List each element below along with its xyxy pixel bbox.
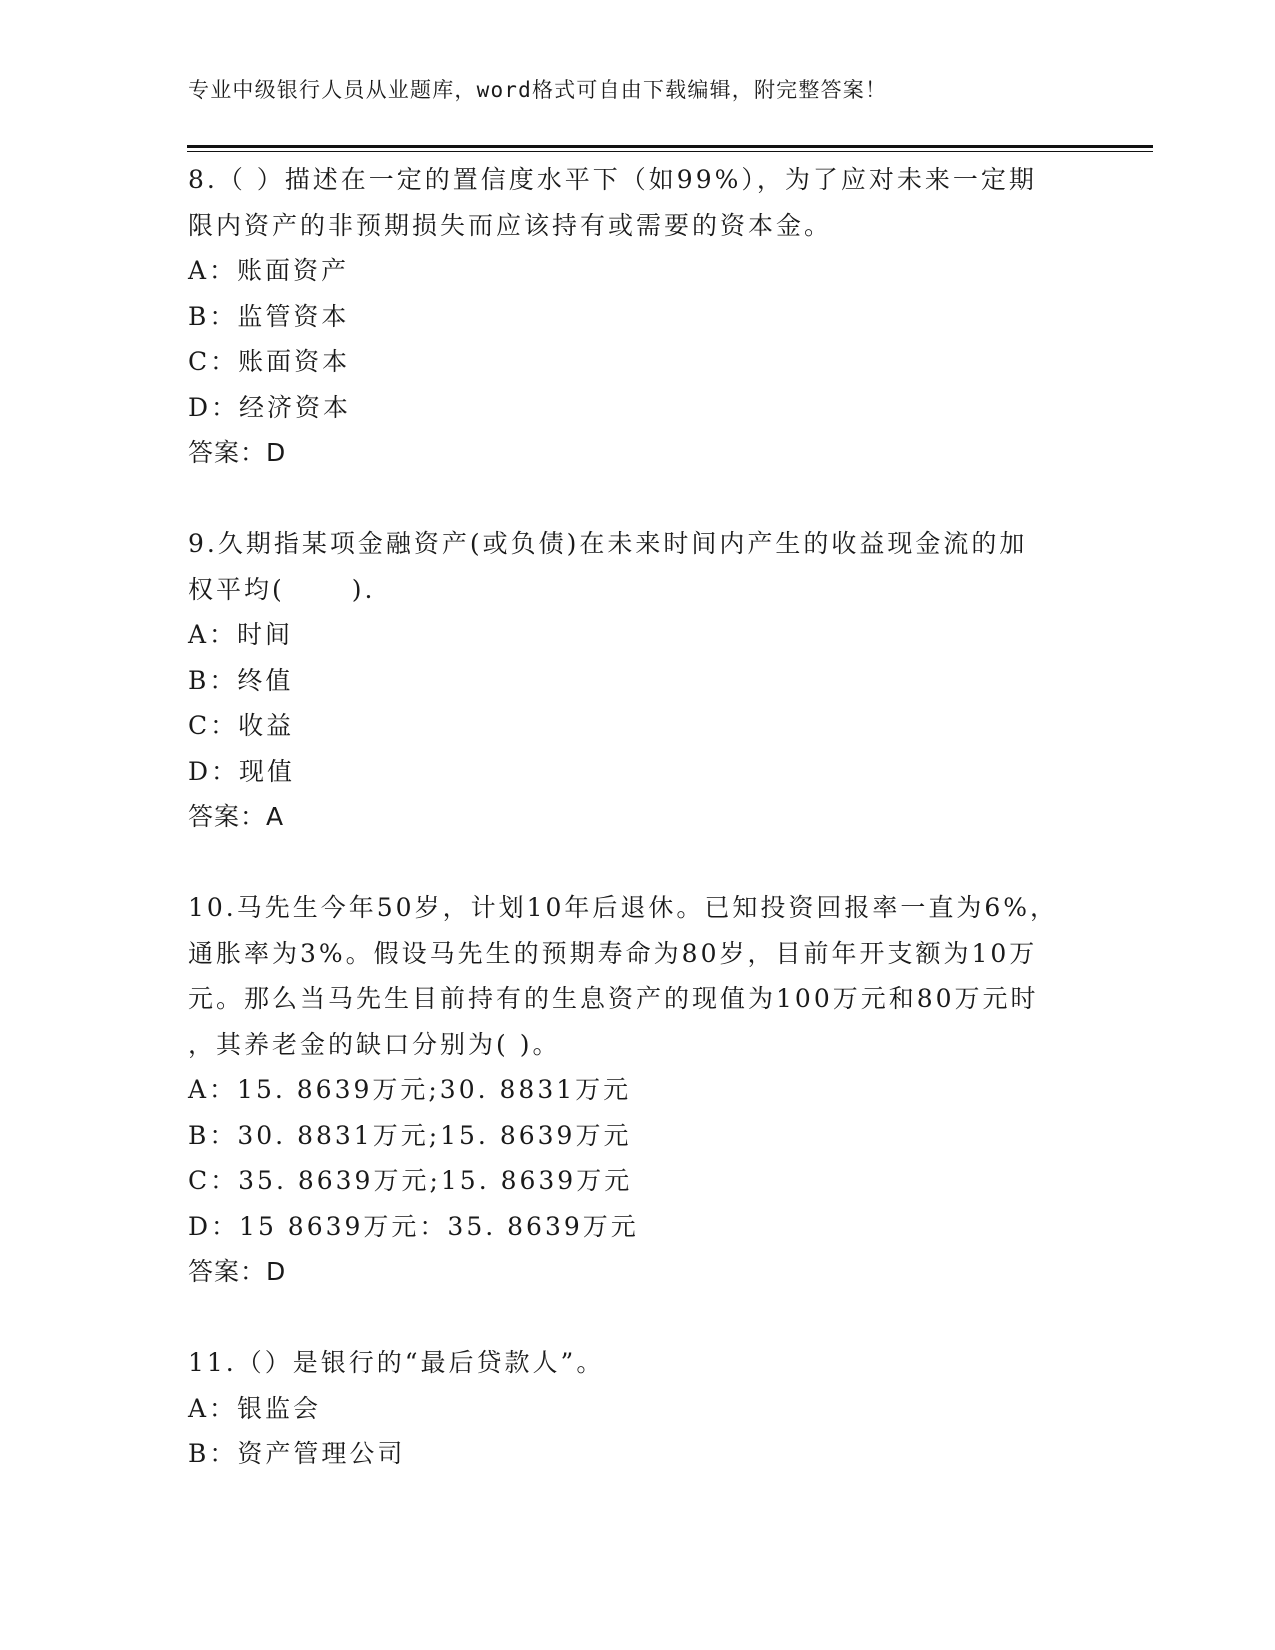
option-a: A：15. 8639万元;30. 8831万元 (188, 1075, 632, 1104)
option-a: A：银监会 (188, 1393, 322, 1423)
question-stem-line: 通胀率为3%。假设马先生的预期寿命为80岁，目前年开支额为10万 (188, 938, 1038, 968)
option-a: A：时间 (188, 620, 294, 649)
header-rule-thick (187, 145, 1153, 148)
question-stem-line: 权平均( ). (188, 574, 376, 604)
option-a: A：账面资产 (188, 256, 350, 285)
question-9 (188, 521, 1088, 840)
question-10 (188, 885, 1088, 1295)
question-8 (188, 157, 1088, 476)
option-c: C：35. 8639万元;15. 8639万元 (188, 1166, 633, 1195)
spacer (188, 476, 1088, 522)
option-b: B：资产管理公司 (188, 1439, 406, 1468)
question-stem-line: 9.久期指某项金融资产(或负债)在未来时间内产生的收益现金流的加 (188, 529, 1028, 558)
question-stem-line: 10.马先生今年50岁，计划10年后退休。已知投资回报率一直为6%， (188, 893, 1059, 922)
question-stem-line: 元。那么当马先生目前持有的生息资产的现值为100万元和80万元时 (188, 984, 1039, 1013)
option-b: B：终值 (188, 665, 294, 695)
option-d: D：15 8639万元：35. 8639万元 (188, 1211, 639, 1241)
option-d: D：现值 (188, 756, 296, 786)
question-stem-line: ，其养老金的缺口分别为( )。 (188, 1029, 561, 1059)
question-stem-line: 11.（）是银行的“最后贷款人”。 (188, 1348, 605, 1377)
spacer (188, 1295, 1088, 1341)
answer: 答案：D (188, 1257, 287, 1286)
header-rule-thin (187, 151, 1153, 152)
question-list (188, 157, 1088, 1477)
option-b: B：监管资本 (188, 301, 350, 331)
question-stem-line: 限内资产的非预期损失而应该持有或需要的资本金。 (188, 210, 833, 240)
answer: 答案：A (188, 802, 285, 831)
page-header: 专业中级银行人员从业题库，word格式可自由下载编辑，附完整答案！ (188, 78, 888, 102)
option-c: C：账面资本 (188, 347, 351, 376)
answer: 答案：D (188, 438, 287, 467)
question-stem-line: 8.（ ）描述在一定的置信度水平下（如99%），为了应对未来一定期 (188, 165, 1037, 194)
spacer (188, 840, 1088, 886)
option-d: D：经济资本 (188, 392, 352, 422)
question-11 (188, 1340, 1088, 1477)
option-c: C：收益 (188, 711, 295, 740)
option-b: B：30. 8831万元;15. 8639万元 (188, 1120, 632, 1150)
